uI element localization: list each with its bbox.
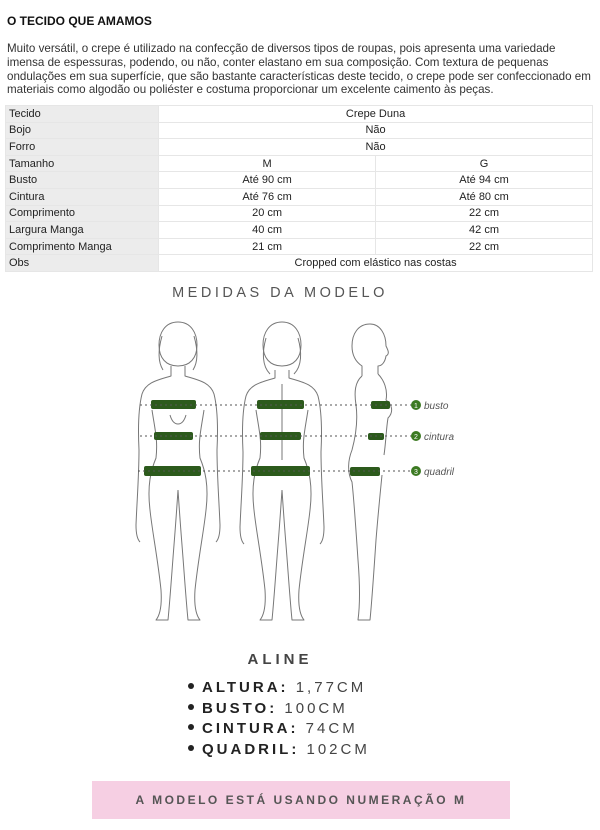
model-measurements-heading: MEDIDAS DA MODELO [172,285,388,301]
row-label: Bojo [6,122,159,139]
stat-value: 1,77CM [295,679,367,696]
row-label: Obs [6,255,159,272]
stat-key: QUADRIL: [202,740,300,758]
size-g-value: Até 94 cm [376,172,593,189]
svg-text:3: 3 [414,469,418,476]
size-m-value: Até 90 cm [159,172,376,189]
row-label: Tecido [6,106,159,123]
size-g-value: Até 80 cm [376,188,593,205]
svg-text:2: 2 [414,434,418,441]
bullet-icon [188,745,194,751]
row-label: Busto [6,172,159,189]
stat-value: 102CM [306,740,370,758]
row-label: Largura Manga [6,222,159,239]
row-label: Comprimento [6,205,159,222]
row-label: Comprimento Manga [6,238,159,255]
table-row [6,172,593,189]
size-m-header: M [159,155,376,172]
spec-table [5,105,593,272]
row-value: Não [159,122,593,139]
svg-text:1: 1 [414,403,418,410]
table-row [6,238,593,255]
row-value: Não [159,139,593,156]
size-g-value: 22 cm [376,205,593,222]
table-row [6,188,593,205]
size-m-value: 40 cm [159,222,376,239]
section-title: O TECIDO QUE AMAMOS [7,14,152,28]
marker-cintura [411,431,454,443]
size-worn-banner: A MODELO ESTÁ USANDO NUMERAÇÃO M [92,781,510,819]
size-m-value: Até 76 cm [159,188,376,205]
table-row [6,222,593,239]
list-item [188,740,370,761]
stat-key: CINTURA: [202,720,299,737]
row-value: Crepe Duna [159,106,593,123]
table-row [6,122,593,139]
stat-value: 74CM [305,720,358,737]
marker-quadril [411,466,455,478]
size-m-value: 21 cm [159,238,376,255]
model-name: ALINE [247,651,313,668]
body-measurement-figures [0,300,600,640]
table-row [6,255,593,272]
stat-key: BUSTO: [202,699,278,717]
row-value: Cropped com elástico nas costas [159,255,593,272]
size-g-value: 22 cm [376,238,593,255]
bullet-icon [188,683,194,689]
row-label: Cintura [6,188,159,205]
waist-band [154,432,384,440]
list-item [188,719,370,740]
model-stats-list [188,678,370,760]
stat-key: ALTURA: [202,679,289,696]
bullet-icon [188,724,194,730]
row-label: Forro [6,139,159,156]
row-label: Tamanho [6,155,159,172]
size-g-value: 42 cm [376,222,593,239]
table-row [6,205,593,222]
table-row [6,139,593,156]
svg-text:quadril: quadril [424,467,455,478]
size-m-value: 20 cm [159,205,376,222]
stat-value: 100CM [284,699,348,717]
bullet-icon [188,704,194,710]
table-row [6,155,593,172]
svg-text:busto: busto [424,401,449,412]
size-g-header: G [376,155,593,172]
list-item [188,678,370,699]
fabric-description: Muito versátil, o crepe é utilizado na confecção de diversos tipos de roupas, pois apresenta uma variedade imensa de espessuras, podendo, ou não, conter elastano em sua composição. Com textura de pequenas ondulações em sua superfície, que são bastante características deste tecido, o crepe pode ser confeccionado em materiais como algodão ou poliéster e costuma proporcionar um excelente caimento às peças. [7,42,591,97]
marker-busto [411,400,449,412]
list-item [188,699,370,720]
svg-text:cintura: cintura [424,432,455,443]
table-row [6,106,593,123]
